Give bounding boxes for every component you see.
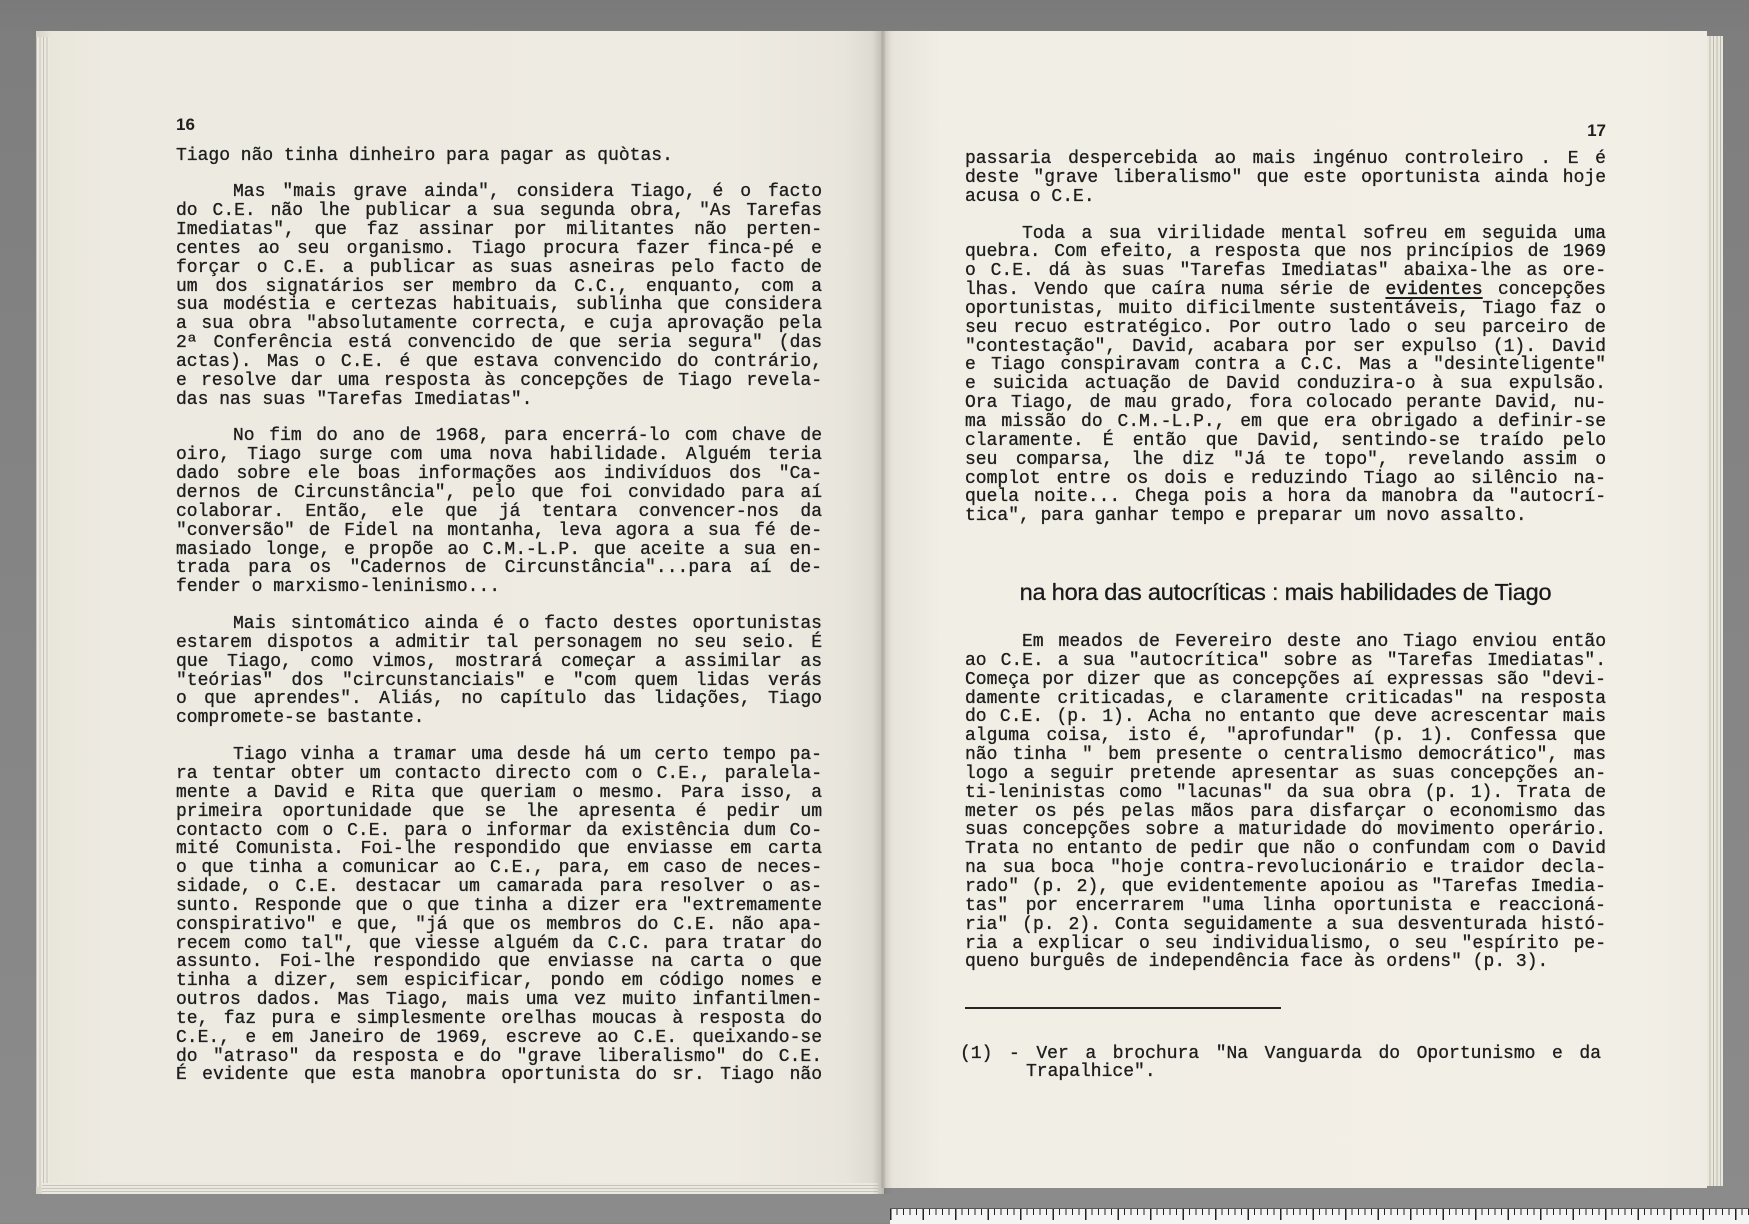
text-line: não tinha " bem presente o centralismo democrático", mas bbox=[965, 745, 1606, 766]
text-line: mité Comunista. Foi-lhe respondido que enviasse em carta bbox=[176, 839, 822, 860]
text-line: ma missão do C.M.-L.P., em que era obrigado a definir-se bbox=[965, 411, 1606, 432]
text-line: dernos de Circunstância", pelo que foi convidado para aí bbox=[176, 483, 822, 503]
text-line: fender o marxismo-leninismo... bbox=[176, 577, 501, 598]
paragraph bbox=[176, 746, 822, 1085]
paragraph bbox=[965, 225, 1606, 527]
text-line: o que aprendes". Aliás, no capítulo das lidações, Tiago bbox=[176, 689, 822, 710]
text-line: assunto. Foi-lhe respondido que enviasse na carta o que bbox=[176, 952, 822, 973]
text-line: do C.E. (p. 1). Acha no entanto que deve acrescentar mais bbox=[965, 707, 1606, 728]
text-line: te, faz pura e simplesmente orelhas moucas à resposta do bbox=[176, 1008, 822, 1029]
text-line bbox=[965, 281, 1606, 300]
text-line: trada para os "Cadernos de Circunstância"...para aí de- bbox=[176, 558, 822, 579]
text-line: damente criticadas, e claramente criticadas" na resposta bbox=[965, 688, 1606, 709]
text-line: sunto. Responde que o que tinha a dizer era "extremamente bbox=[176, 895, 822, 916]
body-text-column bbox=[176, 147, 822, 1086]
text-line: sidade, o C.E. destacar um camarada para resolver o as- bbox=[176, 877, 822, 898]
paragraph bbox=[965, 150, 1606, 207]
text-line: queno burguês de independência face às ordens" (p. 3). bbox=[965, 952, 1549, 973]
text-line: deste "grave liberalismo" que este oportunista ainda hoje bbox=[965, 167, 1606, 188]
page-number: 17 bbox=[1587, 120, 1606, 140]
paragraph bbox=[965, 633, 1606, 972]
text-line: actas). Mas o C.E. é que estava convencido do contrário, bbox=[176, 351, 822, 372]
text-line: outros dados. Mas Tiago, mais uma vez muito infantilmen- bbox=[176, 990, 822, 1011]
text-line: compromete-se bastante. bbox=[176, 708, 425, 729]
text-line: e suicida actuação de David conduzira-o à sua expulsão. bbox=[965, 374, 1606, 395]
footnote-line: Trapalhice". bbox=[1026, 1062, 1156, 1083]
text-line: Tiago não tinha dinheiro para pagar as quòtas. bbox=[176, 145, 673, 166]
text-line: primeira oportunidade que se lhe apresenta é pedir um bbox=[176, 801, 822, 822]
text-line: Mais sintomático ainda é o facto destes oportunistas bbox=[233, 614, 822, 635]
text-line: "conversão" de Fidel na montanha, leva agora a sua fé de- bbox=[176, 520, 822, 541]
footnote-line: (1) - Ver a brochura "Na Vanguarda do Oportunismo e da bbox=[960, 1043, 1601, 1064]
text-line: e resolve dar uma resposta às concepções de Tiago revela- bbox=[176, 370, 822, 391]
text-line: um dos signatários ser membro da C.C., enquanto, com a bbox=[176, 276, 822, 297]
text-line: do "atraso" da resposta e do "grave liberalismo" do C.E. bbox=[176, 1046, 822, 1067]
text-line: rado" (p. 2), que evidentemente apoiou as "Tarefas Imedia- bbox=[965, 876, 1606, 897]
text-line: contacto com o C.E. para o informar da existência dum Co- bbox=[176, 820, 822, 841]
text-line: dado sobre ele boas informações aos indivíduos dos "Ca- bbox=[176, 464, 822, 485]
text-line: Em meados de Fevereiro deste ano Tiago enviou então bbox=[1022, 632, 1606, 652]
text-line: ti-leninistas como "lacunas" da sua obra (p. 1). Trata de bbox=[965, 782, 1606, 803]
text-line: quebra. Com efeito, a resposta que nos princípios de 1969 bbox=[965, 242, 1606, 263]
text-line: C.E., e em Janeiro de 1969, escreve ao C.E. queixando-se bbox=[176, 1027, 822, 1048]
text-line: No fim do ano de 1968, para encerrá-lo com chave de bbox=[233, 426, 822, 447]
page-number: 16 bbox=[176, 115, 195, 134]
text-line: passaria despercebida ao mais ingénuo controleiro . E é bbox=[965, 149, 1606, 169]
text-line: seu recuo estratégico. Por outro lado o seu parceiro de bbox=[965, 317, 1606, 338]
paragraph bbox=[176, 427, 822, 597]
body-text-column bbox=[965, 150, 1606, 526]
spine-shadow bbox=[872, 31, 894, 1194]
text-line: Mas "mais grave ainda", considera Tiago, é o facto bbox=[233, 182, 822, 203]
underlined-word: evidentes bbox=[1385, 280, 1483, 301]
paragraph bbox=[176, 183, 822, 409]
text-line: Tiago vinha a tramar uma desde há um certo tempo pa- bbox=[233, 745, 822, 766]
text-line: tica", para ganhar tempo e preparar um novo assalto. bbox=[965, 506, 1527, 527]
text-segment: lhas. Vendo que caíra numa série de bbox=[965, 280, 1386, 301]
scale-ruler bbox=[890, 1208, 1749, 1224]
right-page bbox=[881, 31, 1707, 1188]
text-line: recem como tal", que viesse alguém da C.C. para tratar do bbox=[176, 933, 822, 954]
text-line: É evidente que esta manobra oportunista do sr. Tiago não bbox=[176, 1065, 822, 1086]
text-line: do C.E. não lhe publicar a sua segunda obra, "As Tarefas bbox=[176, 201, 822, 222]
section-text-column bbox=[965, 633, 1606, 972]
text-line: colaborar. Então, ele que já tentara convencer-nos da bbox=[176, 501, 822, 522]
text-line: acusa o C.E. bbox=[965, 186, 1095, 207]
text-line: o C.E. dá às suas "Tarefas Imediatas" abaixa-lhe as ore- bbox=[965, 261, 1606, 282]
text-line: ria a explicar o seu individualismo, o seu "espírito pe- bbox=[965, 933, 1606, 954]
text-line: 2ª Conferência está convencido de que seria segura" (das bbox=[176, 333, 822, 354]
text-line: tinha a dizer, sem espicificar, pondo em código nomes e bbox=[176, 971, 822, 992]
section-heading: na hora das autocríticas : mais habilidades de Tiago bbox=[1019, 579, 1552, 605]
page-stack-edge bbox=[42, 1183, 878, 1194]
text-segment: concepções bbox=[1482, 280, 1606, 301]
text-line: ria" (p. 2). Conta seguidamente a sua desventurada histó- bbox=[965, 914, 1606, 935]
text-line: e Tiago conspiravam contra a C.C. Mas a "desinteligente" bbox=[965, 355, 1606, 376]
text-line: quela noite... Chega pois a hora da manobra da "autocrí- bbox=[965, 487, 1606, 508]
text-line: ra tentar obter um contacto directo com o C.E., paralela- bbox=[176, 763, 822, 784]
text-line: Trata no entanto de pedir que não o confundam com o David bbox=[965, 839, 1606, 860]
footnote bbox=[960, 1045, 1601, 1083]
text-line: seu comparsa, lhe diz "Já te topo", revelando assim o bbox=[965, 449, 1606, 470]
text-line: "contestação", David, acabara por ser expulso (1). David bbox=[965, 336, 1606, 357]
text-line: que Tiago, como vimos, mostrará começar a assimilar as bbox=[176, 651, 822, 672]
text-line: alguma coisa, isto é, "aprofundar" (p. 1). Confessa que bbox=[965, 726, 1606, 747]
text-line: Ora Tiago, de mau grado, fora colocado perante David, nu- bbox=[965, 393, 1606, 414]
text-line: sua modéstia e certezas habituais, sublinha que considera bbox=[176, 295, 822, 316]
text-line: o que tinha a comunicar ao C.E., para, em caso de neces- bbox=[176, 858, 822, 879]
text-line: oiro, Tiago surge com uma nova habilidade. Alguém teria bbox=[176, 445, 822, 466]
text-line: meter os pés pelas mãos para disfarçar o economismo das bbox=[965, 801, 1606, 822]
text-line: na sua boca "hoje contra-revolucionário e traidor decla- bbox=[965, 858, 1606, 879]
text-line: das nas suas "Tarefas Imediatas". bbox=[176, 389, 533, 410]
left-page bbox=[36, 31, 884, 1194]
text-line: ao C.E. a sua "autocrítica" sobre as "Tarefas Imediatas". bbox=[965, 650, 1606, 671]
text-line: "teórias" dos "circunstanciais" e "com quem lidas verás bbox=[176, 670, 822, 691]
text-line: conspirativo" e que, "já que os membros do C.E. não apa- bbox=[176, 914, 822, 935]
text-line: masiado longe, e propõe ao C.M.-L.P. que aceite a sua en- bbox=[176, 539, 822, 560]
text-line: Imediatas", que faz assinar por militantes não perten- bbox=[176, 220, 822, 241]
text-line: logo a seguir pretende apresentar as suas concepções an- bbox=[965, 763, 1606, 784]
text-line: a sua obra "absolutamente correcta, e cuja aprovação pela bbox=[176, 314, 822, 335]
text-line: estarem dispotos a admitir tal personagem no seu seio. É bbox=[176, 632, 822, 653]
paragraph bbox=[176, 147, 822, 166]
text-line: suas concepções sobre a maturidade do movimento operário. bbox=[965, 820, 1606, 841]
text-line: tas" por encerrarem "uma linha oportunista e reaccioná- bbox=[965, 895, 1606, 916]
text-line: Começa por dizer que as concepções aí expressas são "devi- bbox=[965, 669, 1606, 690]
page-stack-edge bbox=[1707, 36, 1723, 1186]
text-line: centes ao seu organismo. Tiago procura fazer finca-pé e bbox=[176, 238, 822, 259]
text-line: oportunistas, muito dificilmente sustentáveis, Tiago faz o bbox=[965, 298, 1606, 319]
page-stack-edge bbox=[36, 37, 50, 1187]
text-line: complot entre os dois e reduzindo Tiago ao silêncio na- bbox=[965, 468, 1606, 489]
text-line: forçar o C.E. a publicar as suas asneiras pelo facto de bbox=[176, 257, 822, 278]
text-line: mente a David e Rita que queriam o mesmo. Para isso, a bbox=[176, 782, 822, 803]
paragraph bbox=[176, 615, 822, 728]
text-line: Toda a sua virilidade mental sofreu em seguida uma bbox=[1022, 223, 1606, 244]
footnote-rule bbox=[965, 1007, 1281, 1009]
text-line: claramente. É então que David, sentindo-se traído pelo bbox=[965, 430, 1606, 451]
